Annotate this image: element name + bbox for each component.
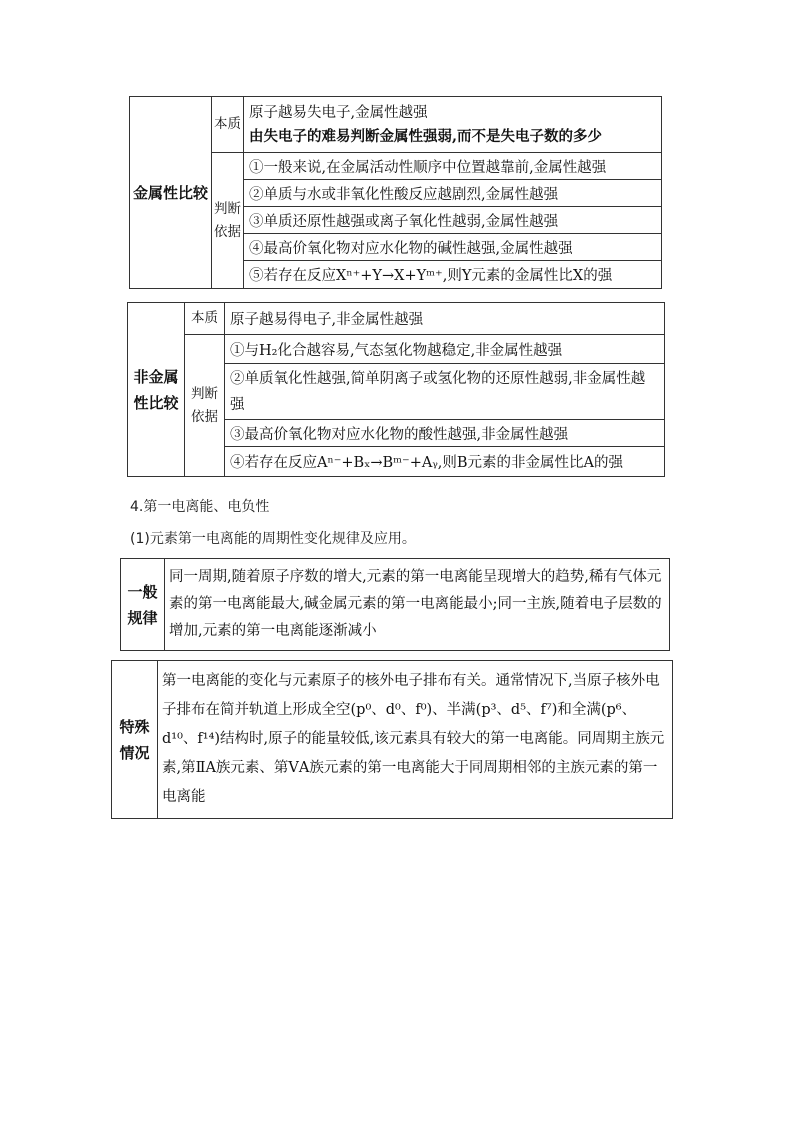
metal-essence-line-2: 由失电子的难易判断金属性强弱,而不是失电子数的多少 [249, 127, 603, 145]
section-heading: 4.第一电离能、电负性 [130, 499, 270, 515]
metal-essence-label: 本质 [212, 97, 244, 153]
nonmetal-basis-label: 判断依据 [185, 335, 225, 477]
general-rule-table [120, 558, 670, 651]
general-rule-text: 同一周期,随着原子序数的增大,元素的第一电离能呈现增大的趋势,稀有气体元素的第一电离能最大,碱金属元素的第一电离能最小;同一主族,随着电子层数的增加,元素的第一电离能逐渐减小 [165, 559, 670, 651]
nonmetal-comparison-table [127, 302, 665, 477]
special-case-table [111, 660, 673, 819]
general-rule-label: 一般规律 [121, 559, 165, 651]
special-case-label: 特殊情况 [112, 661, 158, 819]
nonmetal-essence-label: 本质 [185, 303, 225, 335]
nonmetal-essence: 原子越易得电子,非金属性越强 [225, 303, 665, 335]
metal-essence-line-1: 原子越易失电子,金属性越强 [249, 104, 428, 121]
metal-table-header: 金属性比较 [130, 97, 212, 289]
nonmetal-criterion-2: ②单质氧化性越强,简单阴离子或氢化物的还原性越弱,非金属性越强 [225, 364, 665, 420]
metal-criterion-1: ①一般来说,在金属活动性顺序中位置越靠前,金属性越强 [244, 153, 662, 180]
nonmetal-criterion-4: ④若存在反应Aⁿ⁻+Bₓ→Bᵐ⁻+Aᵧ,则B元素的非金属性比A的强 [225, 447, 665, 477]
nonmetal-criterion-3: ③最高价氧化物对应水化物的酸性越强,非金属性越强 [225, 420, 665, 447]
nonmetal-criterion-1: ①与H₂化合越容易,气态氢化物越稳定,非金属性越强 [225, 335, 665, 364]
subsection-heading: (1)元素第一电离能的周期性变化规律及应用。 [130, 531, 416, 547]
metal-comparison-table [129, 96, 662, 289]
metal-criterion-3: ③单质还原性越强或离子氧化性越弱,金属性越强 [244, 207, 662, 234]
metal-criterion-5: ⑤若存在反应Xⁿ⁺+Y→X+Yᵐ⁺,则Y元素的金属性比X的强 [244, 261, 662, 289]
metal-criterion-2: ②单质与水或非氧化性酸反应越剧烈,金属性越强 [244, 180, 662, 207]
metal-criterion-4: ④最高价氧化物对应水化物的碱性越强,金属性越强 [244, 234, 662, 261]
nonmetal-table-header: 非金属性比较 [128, 303, 185, 477]
metal-basis-label: 判断依据 [212, 153, 244, 289]
special-case-text: 第一电离能的变化与元素原子的核外电子排布有关。通常情况下,当原子核外电子排布在简并轨道上形成全空(p⁰、d⁰、f⁰)、半满(p³、d⁵、f⁷)和全满(p⁶、d¹⁰、f¹⁴)结构时,原子的能量较低,该元素具有较大的第一电离能。同周期主族元素,第ⅡA族元素、第ⅤA族元素的第一电离能大于同周期相邻的主族元素的第一电离能 [158, 661, 673, 819]
